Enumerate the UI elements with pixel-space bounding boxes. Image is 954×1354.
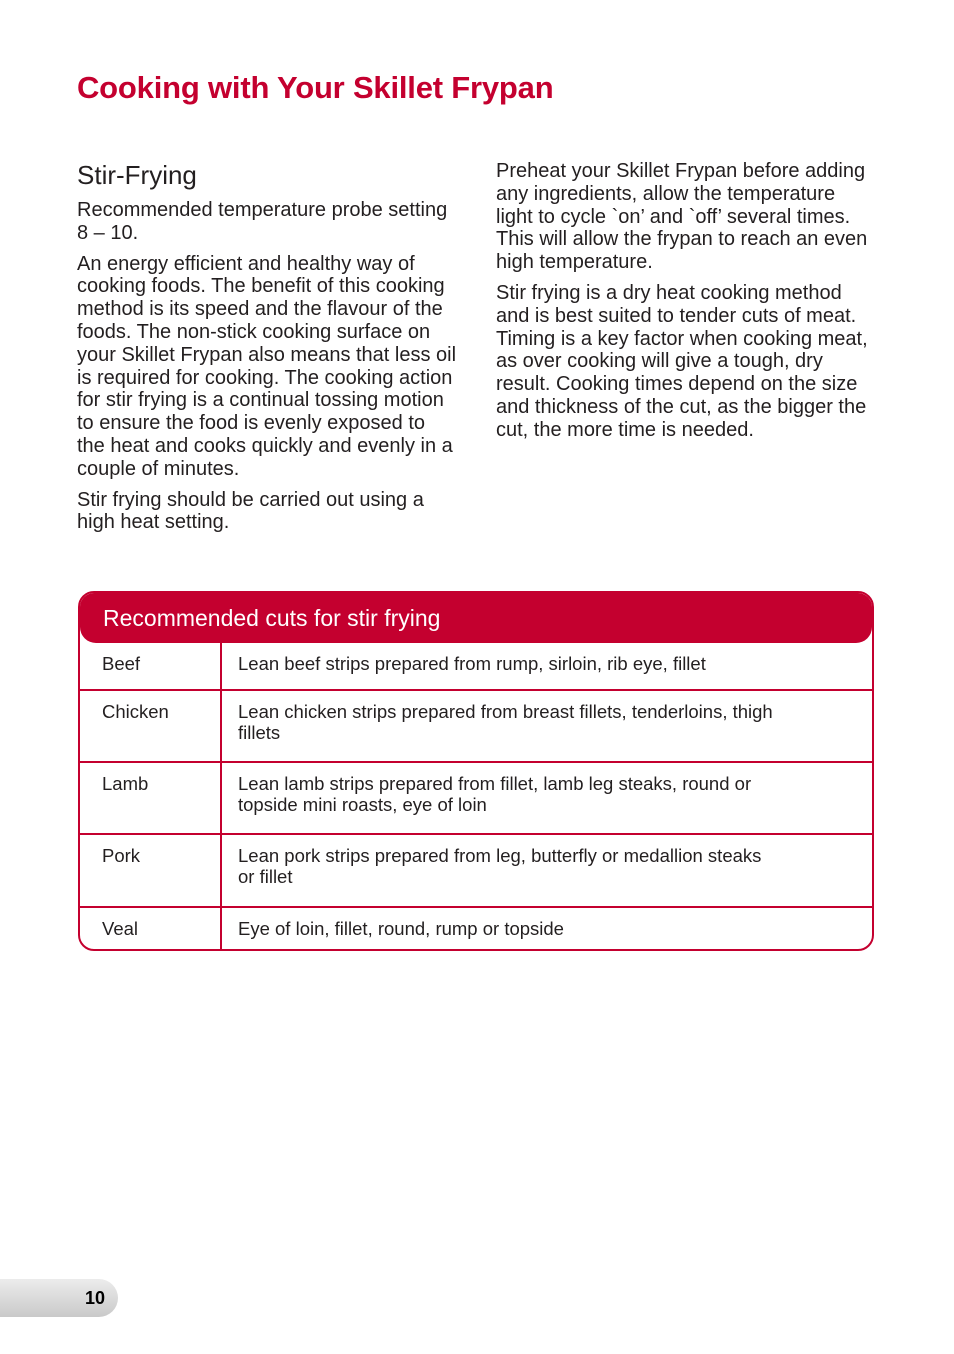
cuts-table <box>80 643 872 951</box>
table-row <box>80 762 872 834</box>
cuts-table-title: Recommended cuts for stir frying <box>80 593 872 643</box>
meat-cell: Veal <box>80 907 221 951</box>
paragraph: Preheat your Skillet Frypan before adding any ingredients, allow the temperature light to cycle `on’ and `off’ several times. This will allow the frypan to reach an even high temperature. <box>496 160 868 274</box>
cuts-cell: Lean lamb strips prepared from fillet, lamb leg steaks, round or topside mini roasts, eye of loin <box>238 773 752 815</box>
left-column <box>77 160 457 542</box>
paragraph: Stir frying is a dry heat cooking method and is best suited to tender cuts of meat. Timing is a key factor when cooking meat, as over cooking will give a tough, dry result. Cooking times depend on the size and thickness of the cut, as the bigger the cut, the more time is needed. <box>496 281 868 441</box>
meat-cell: Pork <box>80 834 221 907</box>
paragraph: Stir frying should be carried out using a high heat setting. <box>77 488 424 534</box>
meat-cell: Lamb <box>80 762 221 834</box>
right-column <box>496 160 876 450</box>
cuts-cell: Lean beef strips prepared from rump, sirloin, rib eye, fillet <box>238 653 706 674</box>
section-heading: Stir-Frying <box>77 160 197 190</box>
cuts-cell: Eye of loin, fillet, round, rump or topside <box>238 918 564 939</box>
cuts-cell: Lean chicken strips prepared from breast fillets, tenderloins, thigh fillets <box>238 701 773 743</box>
table-row <box>80 643 872 690</box>
meat-cell: Beef <box>80 643 221 690</box>
paragraph: An energy efficient and healthy way of cooking foods. The benefit of this cooking method is its speed and the flavour of the foods. The non-stick cooking surface on your Skillet Frypan also means that less oil is required for cooking. The cooking action for stir frying is a continual tossing motion to ensure the food is evenly exposed to the heat and cooks quickly and evenly in a couple of minutes. <box>77 252 457 480</box>
table-row <box>80 834 872 907</box>
cuts-cell: Lean pork strips prepared from leg, butterfly or medallion steaks or fillet <box>238 845 762 887</box>
table-row <box>80 690 872 762</box>
recommended-cuts-box <box>78 591 874 951</box>
page-number-tab <box>0 1279 118 1317</box>
meat-cell: Chicken <box>80 690 221 762</box>
page-number: 10 <box>85 1288 106 1308</box>
page-title: Cooking with Your Skillet Frypan <box>77 70 554 105</box>
table-row <box>80 907 872 951</box>
paragraph: Recommended temperature probe setting 8 – 10. <box>77 199 448 244</box>
